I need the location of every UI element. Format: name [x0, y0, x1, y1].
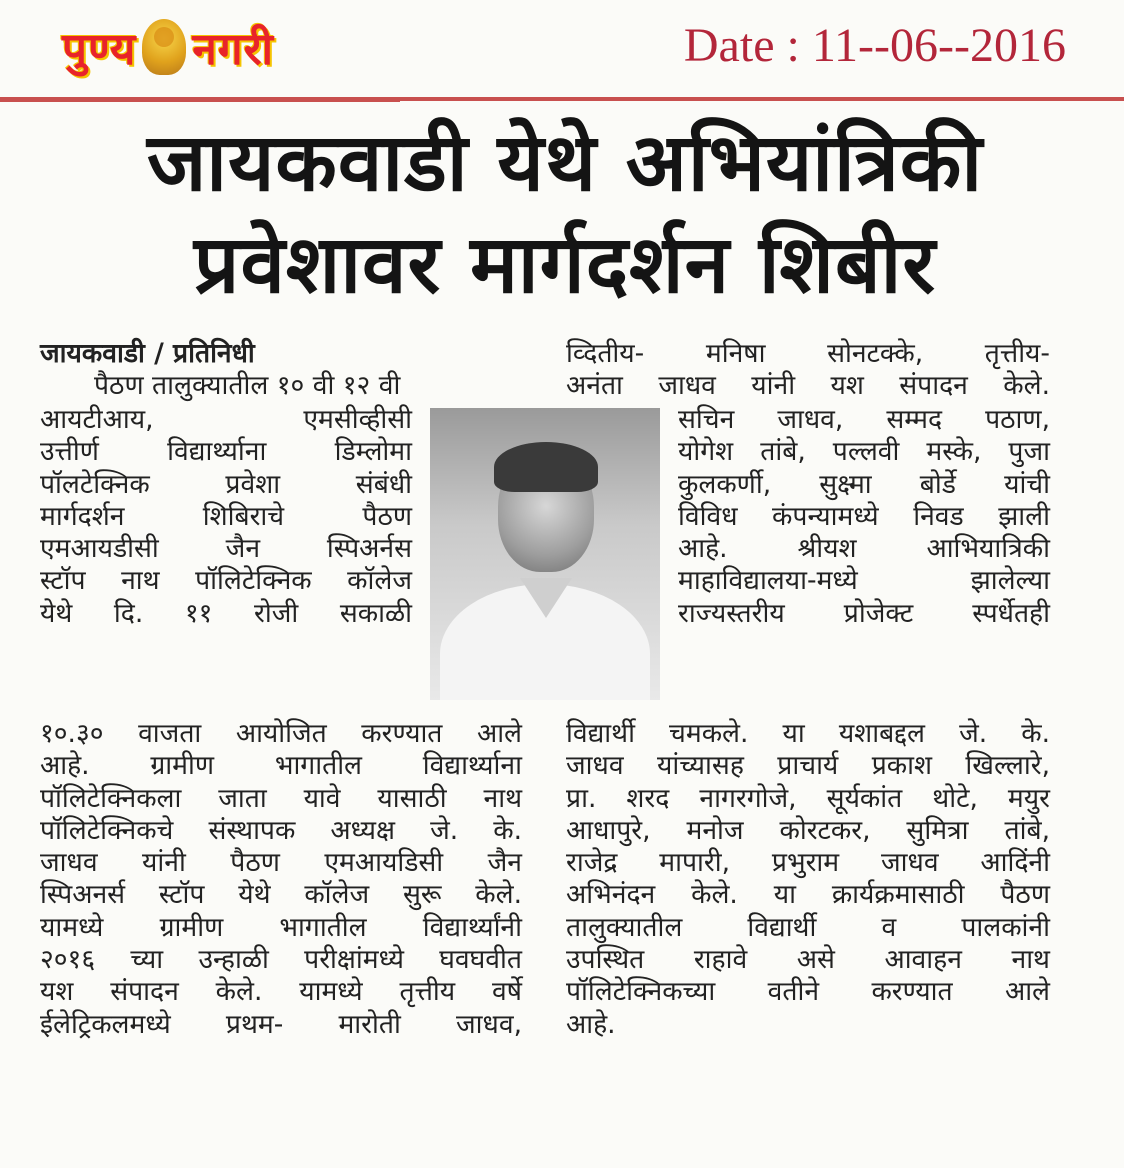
left-column-narrow — [40, 404, 412, 630]
headline-line-1: जायकवाडी येथे अभियांत्रिकी — [146, 116, 984, 209]
publication-date: Date : 11--06--2016 — [683, 19, 1066, 72]
article-line: मार्गदर्शन शिबिराचे पैठण — [40, 500, 412, 532]
article-line: पॉलिटेक्निकच्या वतीने करण्यात आले — [566, 976, 1050, 1008]
article-line: एमआयडीसी जैन स्पिअर्नस — [40, 533, 412, 565]
left-column-bottom — [40, 718, 522, 1041]
article-line: उत्तीर्ण विद्यार्थ्याना डिम्लोमा — [40, 436, 412, 468]
article-line: राजेद्र मापारी, प्रभुराम जाधव आदिंनी — [566, 847, 1050, 879]
newspaper-masthead — [62, 14, 392, 80]
right-column-narrow — [678, 404, 1050, 630]
article-line: योगेश तांबे, पल्लवी मस्के, पुजा — [678, 436, 1050, 468]
article-line: २०१६ च्या उन्हाळी परीक्षांमध्ये घवघवीत — [40, 944, 522, 976]
article-line: अनंता जाधव यांनी यश संपादन केले. — [566, 370, 1050, 402]
article-headline — [40, 112, 1090, 316]
article-line: विद्यार्थी चमकले. या यशाबद्दल जे. के. — [566, 718, 1050, 749]
article-line: राज्यस्तरीय प्रोजेक्ट स्पर्धेतही — [678, 597, 1050, 629]
article-line: आहे. ग्रामीण भागातील विद्यार्थ्याना — [40, 750, 522, 782]
photo-hair — [494, 442, 598, 492]
article-line: पॉलिटेक्निकचे संस्थापक अध्यक्ष जे. के. — [40, 814, 522, 846]
article-line: माहाविद्यालया-मध्ये झालेल्या — [678, 565, 1050, 597]
article-line: विविध कंपन्यामध्ये निवड झाली — [678, 500, 1050, 532]
article-line: पॉलिटेक्निकला जाता यावे यासाठी नाथ — [40, 782, 522, 814]
masthead-title-part2: नगरी — [192, 24, 275, 75]
article-line: उपस्थित राहावे असे आवाहन नाथ — [566, 944, 1050, 976]
article-line: प्रा. शरद नागरगोजे, सूर्यकांत थोटे, मयुर — [566, 782, 1050, 814]
article-line: पैठण तालुक्यातील १० वी १२ वी — [94, 370, 401, 402]
ganesha-emblem-icon — [142, 19, 186, 75]
person-portrait-photo — [430, 408, 660, 700]
article-line: १०.३० वाजता आयोजित करण्यात आले — [40, 718, 522, 749]
article-line: व्दितीय- मनिषा सोनटक्के, तृत्तीय- — [566, 338, 1050, 369]
article-line: जाधव यांच्यासह प्राचार्य प्रकाश खिल्लारे, — [566, 750, 1050, 782]
article-line: यामध्ये ग्रामीण भागातील विद्यार्थ्यांनी — [40, 911, 522, 943]
article-line: सचिन जाधव, सम्मद पठाण, — [678, 404, 1050, 435]
article-line: आयटीआय, एमसीव्हीसी — [40, 404, 412, 435]
article-line: आहे. — [566, 1008, 616, 1040]
article-line: कुलकर्णी, सुक्ष्मा बोर्डे यांची — [678, 468, 1050, 500]
article-line: स्पिअनर्स स्टॉप येथे कॉलेज सुरू केले. — [40, 879, 522, 911]
article-line: आहे. श्रीयश आभियात्रिकी — [678, 533, 1050, 565]
article-line: तालुक्यातील विद्यार्थी व पालकांनी — [566, 911, 1050, 943]
article-line: ईलेट्रिकलमध्ये प्रथम- मारोती जाधव, — [40, 1008, 522, 1040]
article-line: अभिनंदन केले. या क्रार्यक्रमासाठी पैठण — [566, 879, 1050, 911]
article-line: आधापुरे, मनोज कोरटकर, सुमित्रा तांबे, — [566, 814, 1050, 846]
right-column-bottom — [566, 718, 1050, 1041]
header-divider-thin — [0, 101, 400, 102]
article-line: पॉलटेक्निक प्रवेशा संबंधी — [40, 468, 412, 500]
headline-line-2: प्रवेशावर मार्गदर्शन शिबीर — [193, 218, 937, 311]
right-column-top — [566, 338, 1050, 403]
article-dateline: जायकवाडी / प्रतिनिधी — [40, 338, 255, 369]
article-line: जाधव यांनी पैठण एमआयडिसी जैन — [40, 847, 522, 879]
article-line: यश संपादन केले. यामध्ये तृत्तीय वर्षे — [40, 976, 522, 1008]
article-line: येथे दि. ११ रोजी सकाळी — [40, 597, 412, 629]
masthead-title-part1: पुण्य — [62, 24, 137, 75]
article-line: स्टॉप नाथ पॉलिटेक्निक कॉलेज — [40, 565, 412, 597]
left-column-top — [40, 338, 522, 403]
